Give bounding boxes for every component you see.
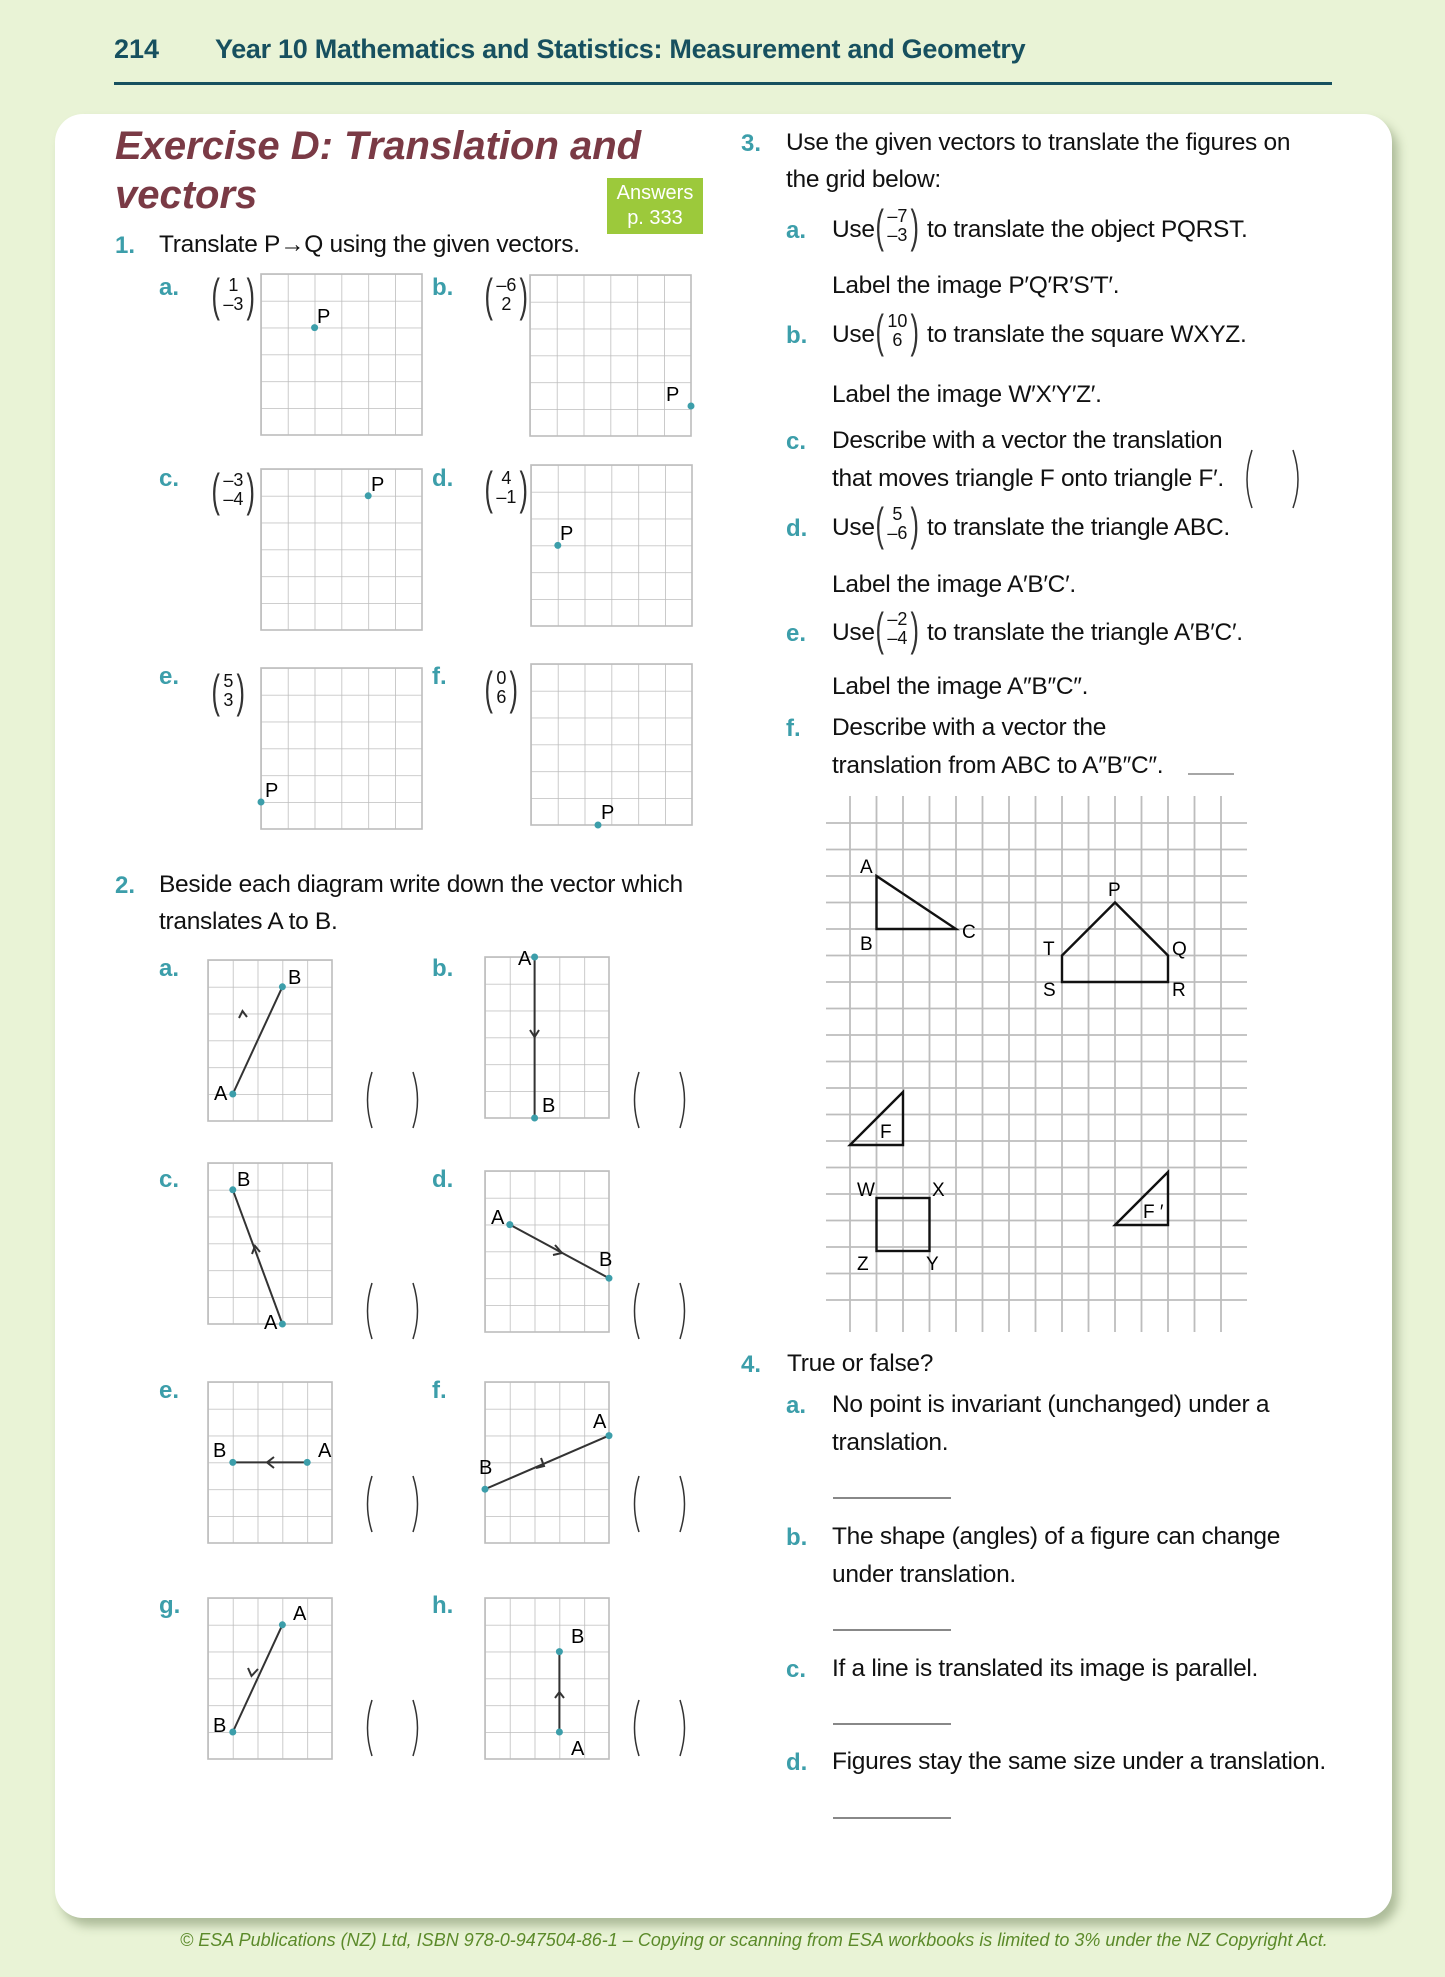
q2-text-line1: Beside each diagram write down the vector which	[159, 871, 683, 898]
vector-x: 0	[496, 668, 507, 688]
q3-text-line1: Use the given vectors to translate the figures on	[786, 129, 1291, 156]
q2d-grid	[485, 1171, 613, 1332]
q1-number: 1.	[115, 232, 136, 259]
point-p	[688, 403, 695, 410]
q2h-label: h.	[432, 1592, 454, 1619]
q3d-instruction: to translate the triangle ABC.	[927, 514, 1230, 541]
page-number: 214	[114, 34, 160, 64]
q3b-vector: ( 10 6 )	[875, 305, 920, 357]
svg-text:P: P	[560, 523, 574, 545]
q4d-answer-line[interactable]	[833, 1817, 951, 1819]
q2g-label: g.	[159, 1592, 181, 1619]
q2f-grid	[479, 1382, 613, 1543]
q3a-use: Use	[832, 216, 875, 243]
q1b-vector: ( –6 2 )	[484, 269, 529, 321]
q1b-grid[interactable]	[530, 275, 695, 436]
q4b-line2: under translation.	[832, 1561, 1016, 1588]
q2a-label: a.	[159, 955, 180, 982]
q4-text: True or false?	[787, 1350, 934, 1377]
q4-number: 4.	[741, 1351, 762, 1378]
svg-text:B: B	[479, 1457, 493, 1479]
q1c-grid[interactable]	[261, 469, 422, 630]
vector-y: 3	[223, 690, 234, 710]
svg-text:A: A	[214, 1083, 228, 1105]
q3e-vector: ( –2 –4 )	[875, 603, 920, 655]
svg-text:P: P	[1108, 880, 1121, 901]
q2b-grid	[485, 948, 609, 1122]
svg-text:B: B	[288, 967, 302, 989]
vector-y: –3	[223, 294, 244, 314]
vector-x: 5	[892, 504, 903, 524]
q3e-label-line: Label the image A″B″C″.	[832, 673, 1089, 700]
q2e-grid	[208, 1382, 332, 1543]
svg-text:A: A	[491, 1207, 505, 1229]
svg-text:B: B	[213, 1440, 227, 1462]
svg-text:T: T	[1043, 939, 1055, 960]
svg-text:A: A	[518, 948, 532, 970]
q2a-grid	[208, 960, 332, 1121]
q2f-label: f.	[432, 1377, 447, 1404]
q2b-answer-field[interactable]	[632, 1070, 686, 1128]
svg-text:P: P	[371, 474, 385, 496]
q2b-label: b.	[432, 955, 454, 982]
svg-text:Y: Y	[926, 1254, 939, 1275]
q3d-label: d.	[786, 515, 808, 542]
q2c-grid	[208, 1163, 332, 1334]
q3b-label: b.	[786, 322, 808, 349]
q1-text: Translate P→Q using the given vectors.	[159, 231, 580, 258]
svg-text:C: C	[962, 922, 976, 943]
q1a-vector: ( 1 –3 )	[211, 269, 256, 321]
svg-text:B: B	[237, 1169, 251, 1191]
q1f-label: f.	[432, 663, 447, 690]
q3d-use: Use	[832, 514, 875, 541]
svg-text:B: B	[213, 1715, 227, 1737]
q3-main-grid[interactable]	[826, 796, 1247, 1332]
vector-x: –6	[496, 275, 517, 295]
q1f-grid[interactable]	[531, 664, 692, 829]
q3a-vector: ( –7 –3 )	[875, 200, 920, 252]
q3f-label: f.	[786, 715, 801, 742]
svg-text:R: R	[1172, 980, 1186, 1001]
q3c-line2: that moves triangle F onto triangle F′.	[832, 465, 1224, 492]
q3d-vector: ( 5 –6 )	[875, 498, 920, 550]
q3b-label-line: Label the image W′X′Y′Z′.	[832, 381, 1102, 408]
svg-text:F: F	[880, 1122, 892, 1143]
q4b-answer-line[interactable]	[833, 1629, 951, 1631]
q2d-answer-field[interactable]	[632, 1281, 686, 1339]
svg-text:Q: Q	[1172, 939, 1187, 960]
svg-text:A: A	[593, 1411, 607, 1433]
q4a-line2: translation.	[832, 1429, 949, 1456]
svg-text:A: A	[264, 1312, 278, 1334]
vector-x: 5	[223, 671, 234, 691]
exercise-title-line2: vectors	[115, 173, 258, 217]
svg-text:W: W	[857, 1180, 875, 1201]
q3e-label: e.	[786, 620, 807, 647]
vector-y: 2	[501, 294, 512, 314]
q2c-label: c.	[159, 1166, 180, 1193]
svg-text:A: A	[571, 1738, 585, 1760]
exercise-title-line1: Exercise D: Translation and	[115, 124, 642, 168]
q2e-answer-field[interactable]	[365, 1474, 419, 1532]
svg-text:A: A	[860, 857, 873, 878]
svg-text:P: P	[601, 802, 615, 824]
point-p	[258, 799, 265, 806]
q3b-use: Use	[832, 321, 875, 348]
q4a-answer-line[interactable]	[833, 1497, 951, 1499]
answers-badge-page: p. 333	[627, 207, 683, 229]
q4c-label: c.	[786, 1656, 807, 1683]
vector-x: 1	[228, 275, 239, 295]
q4b-label: b.	[786, 1524, 808, 1551]
svg-text:P: P	[666, 384, 680, 406]
q4a-line1: No point is invariant (unchanged) under a	[832, 1391, 1270, 1418]
q4d-line1: Figures stay the same size under a translation.	[832, 1748, 1326, 1775]
vector-y: –1	[496, 487, 517, 507]
q1d-label: d.	[432, 465, 454, 492]
q1e-vector: ( 5 3 )	[211, 665, 246, 717]
q2c-answer-field[interactable]	[365, 1281, 419, 1339]
q2e-label: e.	[159, 1377, 180, 1404]
q4c-line1: If a line is translated its image is parallel.	[832, 1655, 1259, 1682]
q2g-grid	[208, 1598, 332, 1759]
q3e-instruction: to translate the triangle A′B′C′.	[927, 619, 1243, 646]
svg-text:S: S	[1043, 980, 1056, 1001]
vector-x: –2	[887, 609, 908, 629]
q1d-grid[interactable]	[531, 465, 692, 626]
q2g-answer-field[interactable]	[365, 1698, 419, 1756]
q3-text-line2: the grid below:	[786, 166, 941, 193]
q2h-grid	[485, 1598, 609, 1760]
vector-x: –7	[887, 206, 908, 226]
q3c-answer-field[interactable]	[1245, 448, 1299, 506]
svg-text:B: B	[571, 1626, 585, 1648]
q3a-label-line: Label the image P′Q′R′S′T′.	[832, 272, 1120, 299]
book-title: Year 10 Mathematics and Statistics: Measurement and Geometry	[215, 34, 1026, 64]
q3f-answer-field[interactable]	[1186, 760, 1236, 778]
q3a-label: a.	[786, 217, 807, 244]
answers-badge-label: Answers	[616, 182, 694, 204]
svg-text:B: B	[599, 1249, 613, 1271]
q3a-instruction: to translate the object PQRST.	[927, 216, 1248, 243]
vector-x: 4	[501, 468, 512, 488]
vector-x: 10	[887, 311, 908, 331]
q3c-line1: Describe with a vector the translation	[832, 427, 1223, 454]
svg-text:X: X	[932, 1180, 945, 1201]
q3e-use: Use	[832, 619, 875, 646]
q3d-label-line: Label the image A′B′C′.	[832, 571, 1076, 598]
svg-text:A: A	[318, 1440, 332, 1462]
q1e-label: e.	[159, 663, 180, 690]
q1a-label: a.	[159, 274, 180, 301]
vector-y: 6	[892, 330, 903, 350]
q4a-label: a.	[786, 1392, 807, 1419]
q1c-label: c.	[159, 465, 180, 492]
q1d-vector: ( 4 –1 )	[484, 462, 529, 514]
vector-y: –3	[887, 225, 908, 245]
svg-text:F ′: F ′	[1143, 1202, 1164, 1223]
q4c-answer-line[interactable]	[833, 1723, 951, 1725]
q1b-label: b.	[432, 274, 454, 301]
svg-text:B: B	[860, 934, 873, 955]
vector-x: –3	[223, 470, 244, 490]
q2d-label: d.	[432, 1166, 454, 1193]
vector-y: 6	[496, 687, 507, 707]
svg-text:Z: Z	[857, 1254, 869, 1275]
svg-text:P: P	[317, 306, 331, 328]
vector-y: –4	[887, 628, 908, 648]
q2-text-line2: translates A to B.	[159, 908, 338, 935]
q1f-vector: ( 0 6 )	[484, 662, 519, 714]
svg-text:B: B	[542, 1095, 556, 1117]
q3-number: 3.	[741, 130, 762, 157]
q2-number: 2.	[115, 872, 136, 899]
q4d-label: d.	[786, 1749, 808, 1776]
q2h-answer-field[interactable]	[632, 1698, 686, 1756]
svg-text:P: P	[265, 780, 279, 802]
copyright-footer: © ESA Publications (NZ) Ltd, ISBN 978-0-947504-86-1 – Copying or scanning from ESA workbooks is limited to 3% under the NZ Copyright Act.	[180, 1930, 1328, 1950]
q1e-grid[interactable]	[258, 668, 423, 829]
q1a-grid[interactable]	[261, 274, 422, 435]
vector-y: –6	[887, 523, 908, 543]
q3f-line1: Describe with a vector the	[832, 714, 1107, 741]
q2a-answer-field[interactable]	[365, 1070, 419, 1128]
q2f-answer-field[interactable]	[632, 1474, 686, 1532]
svg-text:A: A	[293, 1603, 307, 1625]
q4b-line1: The shape (angles) of a figure can change	[832, 1523, 1281, 1550]
q3b-instruction: to translate the square WXYZ.	[927, 321, 1247, 348]
vector-y: –4	[223, 489, 244, 509]
q3c-label: c.	[786, 428, 807, 455]
q1c-vector: ( –3 –4 )	[211, 464, 256, 516]
q3f-line2: translation from ABC to A″B″C″.	[832, 752, 1164, 779]
